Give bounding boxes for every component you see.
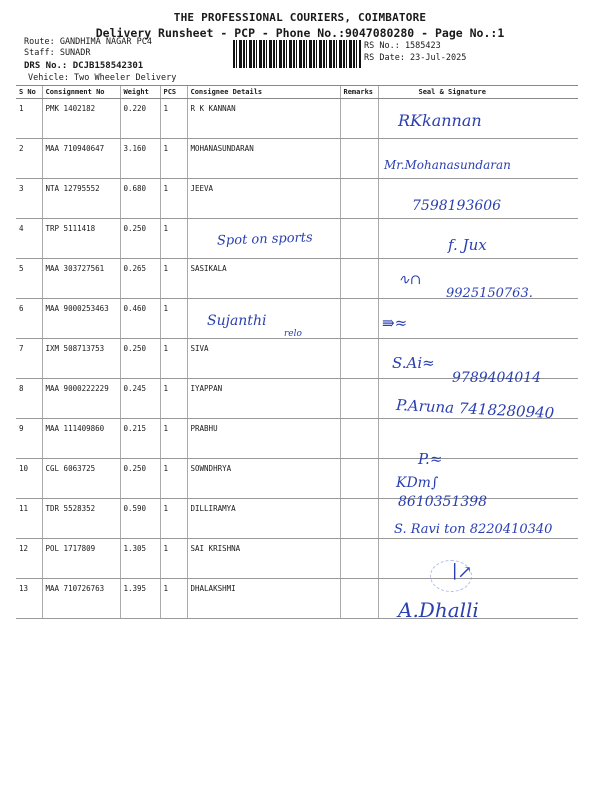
- handwritten-note: relo: [284, 329, 302, 339]
- weight-cell: 0.460: [120, 299, 160, 339]
- remarks-cell: [340, 459, 378, 499]
- signature: S. Ravi ton 8220410340: [394, 522, 553, 537]
- col-header: S No: [16, 86, 42, 99]
- table-row: [16, 99, 578, 139]
- remarks-cell: [340, 499, 378, 539]
- signature: ∣↗: [452, 562, 473, 583]
- pieces-cell: 1: [160, 339, 187, 379]
- serial-number-cell: 3: [16, 179, 42, 219]
- weight-cell: 0.220: [120, 99, 160, 139]
- remarks-cell: [340, 259, 378, 299]
- col-header: Remarks: [340, 86, 378, 99]
- serial-number-cell: 13: [16, 579, 42, 619]
- consignee-cell: JEEVA: [187, 179, 340, 219]
- weight-cell: 0.590: [120, 499, 160, 539]
- pieces-cell: 1: [160, 179, 187, 219]
- barcode: [233, 40, 361, 68]
- signature: KDm∫: [396, 475, 439, 491]
- pieces-cell: 1: [160, 459, 187, 499]
- table-row: [16, 419, 578, 459]
- weight-cell: 1.395: [120, 579, 160, 619]
- signature-cell: [378, 419, 578, 459]
- serial-number-cell: 10: [16, 459, 42, 499]
- remarks-cell: [340, 539, 378, 579]
- signature: 9789404014: [452, 370, 542, 386]
- route-label: Route: GANDHIMA NAGAR PC4: [24, 37, 152, 47]
- signature: ∿∩: [398, 272, 422, 288]
- signature: f. Jux: [448, 236, 487, 254]
- company-name: THE PROFESSIONAL COURIERS, COIMBATORE: [173, 11, 427, 24]
- remarks-cell: [340, 579, 378, 619]
- serial-number-cell: 6: [16, 299, 42, 339]
- remarks-cell: [340, 339, 378, 379]
- pieces-cell: 1: [160, 219, 187, 259]
- signature: 8610351398: [398, 494, 488, 510]
- remarks-cell: [340, 219, 378, 259]
- remarks-cell: [340, 99, 378, 139]
- signature: P.Aruna 7418280940: [395, 395, 555, 423]
- consignment-number-cell: MAA 303727561: [42, 259, 120, 299]
- table-row: [16, 579, 578, 619]
- weight-cell: 0.250: [120, 219, 160, 259]
- remarks-cell: [340, 379, 378, 419]
- signature: A.Dhalli: [398, 598, 479, 622]
- consignment-number-cell: MAA 710726763: [42, 579, 120, 619]
- pieces-cell: 1: [160, 299, 187, 339]
- consignment-number-cell: TRP 5111418: [42, 219, 120, 259]
- consignee-cell: R K KANNAN: [187, 99, 340, 139]
- pieces-cell: 1: [160, 539, 187, 579]
- col-header: Consignee Details: [187, 86, 340, 99]
- remarks-cell: [340, 179, 378, 219]
- consignment-number-cell: POL 1717809: [42, 539, 120, 579]
- consignee-cell: DILLIRAMYA: [187, 499, 340, 539]
- consignee-cell: SOWNDHRYA: [187, 459, 340, 499]
- weight-cell: 0.680: [120, 179, 160, 219]
- serial-number-cell: 12: [16, 539, 42, 579]
- rs-number: RS No.: 1585423: [364, 41, 441, 51]
- serial-number-cell: 2: [16, 139, 42, 179]
- consignment-number-cell: IXM 508713753: [42, 339, 120, 379]
- consignee-cell: DHALAKSHMI: [187, 579, 340, 619]
- serial-number-cell: 1: [16, 99, 42, 139]
- signature-cell: [378, 299, 578, 339]
- table-row: [16, 539, 578, 579]
- signature: Mr.Mohanasundaran: [384, 158, 511, 172]
- weight-cell: 0.250: [120, 339, 160, 379]
- consignment-number-cell: MAA 111409860: [42, 419, 120, 459]
- col-header: Consignment No: [42, 86, 120, 99]
- staff-label: Staff: SUNADR: [24, 48, 91, 58]
- consignee-cell: PRABHU: [187, 419, 340, 459]
- consignment-number-cell: MAA 710940647: [42, 139, 120, 179]
- vehicle-label: Vehicle: Two Wheeler Delivery: [28, 73, 177, 83]
- consignee-cell: SIVA: [187, 339, 340, 379]
- serial-number-cell: 9: [16, 419, 42, 459]
- consignment-number-cell: MAA 9000222229: [42, 379, 120, 419]
- weight-cell: 0.245: [120, 379, 160, 419]
- signature: S.Ai≈: [392, 354, 435, 372]
- pieces-cell: 1: [160, 259, 187, 299]
- handwritten-consignee: Sujanthi: [207, 313, 267, 329]
- pieces-cell: 1: [160, 419, 187, 459]
- pieces-cell: 1: [160, 579, 187, 619]
- pieces-cell: 1: [160, 499, 187, 539]
- consignee-cell: IYAPPAN: [187, 379, 340, 419]
- table-header-row: [16, 86, 578, 99]
- col-header: PCS: [160, 86, 187, 99]
- consignment-number-cell: CGL 6063725: [42, 459, 120, 499]
- remarks-cell: [340, 139, 378, 179]
- signature-cell: [378, 539, 578, 579]
- consignee-cell: SASIKALA: [187, 259, 340, 299]
- weight-cell: 3.160: [120, 139, 160, 179]
- pieces-cell: 1: [160, 139, 187, 179]
- runsheet-title: Delivery Runsheet - PCP - Phone No.:9047080280 - Page No.:1: [95, 26, 505, 40]
- signature: ⇛≈: [382, 314, 408, 332]
- drs-number: DRS No.: DCJB158542301: [24, 61, 144, 71]
- signature: 9925150763.: [446, 286, 533, 301]
- serial-number-cell: 5: [16, 259, 42, 299]
- remarks-cell: [340, 299, 378, 339]
- pieces-cell: 1: [160, 379, 187, 419]
- signature: P.≈: [418, 450, 443, 468]
- consignee-cell: SAI KRISHNA: [187, 539, 340, 579]
- remarks-cell: [340, 419, 378, 459]
- signature: 7598193606: [412, 198, 502, 214]
- weight-cell: 0.215: [120, 419, 160, 459]
- signature: RKkannan: [398, 111, 482, 130]
- col-header: Weight: [120, 86, 160, 99]
- weight-cell: 0.265: [120, 259, 160, 299]
- table-row: [16, 459, 578, 499]
- weight-cell: 0.250: [120, 459, 160, 499]
- serial-number-cell: 8: [16, 379, 42, 419]
- col-header: Seal & Signature: [378, 86, 578, 99]
- rs-date: RS Date: 23-Jul-2025: [364, 53, 467, 63]
- pieces-cell: 1: [160, 99, 187, 139]
- serial-number-cell: 4: [16, 219, 42, 259]
- consignment-number-cell: NTA 12795552: [42, 179, 120, 219]
- weight-cell: 1.305: [120, 539, 160, 579]
- handwritten-consignee: Spot on sports: [216, 230, 313, 249]
- consignment-number-cell: PMK 1402182: [42, 99, 120, 139]
- serial-number-cell: 7: [16, 339, 42, 379]
- consignee-cell: MOHANASUNDARAN: [187, 139, 340, 179]
- serial-number-cell: 11: [16, 499, 42, 539]
- consignment-number-cell: TDR 5528352: [42, 499, 120, 539]
- consignment-number-cell: MAA 9000253463: [42, 299, 120, 339]
